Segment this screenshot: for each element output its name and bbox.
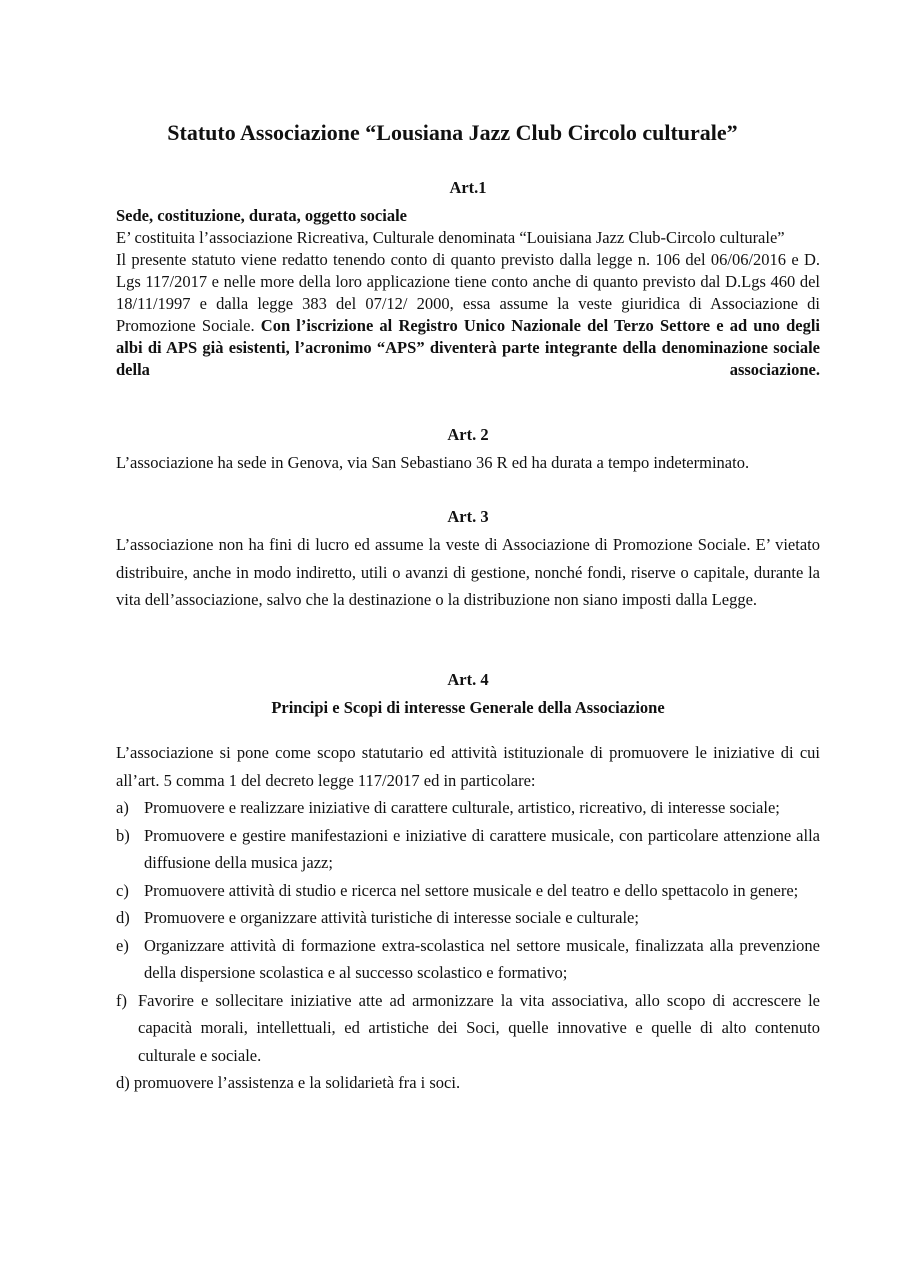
article-4-intro: L’associazione si pone come scopo statutario ed attività istituzionale di promuovere le iniziative di cui all’art. 5 comma 1 del decreto legge 117/2017 ed in particolare: [116, 743, 820, 790]
article-1-subheading: Sede, costituzione, durata, oggetto sociale [116, 206, 407, 225]
list-item-text: Promuovere attività di studio e ricerca nel settore musicale e del teatro e dello spettacolo in genere; [144, 880, 799, 900]
article-1-body [116, 205, 820, 381]
article-2-text: L’associazione ha sede in Genova, via San Sebastiano 36 R ed ha durata a tempo indeterminato. [116, 453, 750, 472]
article-2-heading: Art. 2 [447, 425, 489, 444]
list-item-letter: c) [116, 880, 129, 900]
article-4 [116, 669, 820, 719]
document-title: Statuto Associazione “Lousiana Jazz Club Circolo culturale” [167, 120, 738, 145]
list-item [116, 932, 820, 987]
article-1 [116, 177, 820, 199]
purposes-list [116, 794, 820, 1069]
list-item-text: Promuovere e gestire manifestazioni e iniziative di carattere musicale, con particolare attenzione alla diffusione della musica jazz; [144, 825, 820, 872]
article-4-body [116, 739, 820, 1097]
list-item-text: Favorire e sollecitare iniziative atte ad armonizzare la vita associativa, allo scopo di accrescere le capacità morali, intellettuali, ed artistiche dei Soci, quelle innovative e quelle di alto contenuto culturale e sociale. [138, 990, 820, 1065]
article-1-paragraph-2 [116, 249, 820, 381]
list-item-letter: a) [116, 798, 129, 817]
article-3-text: L’associazione non ha fini di lucro ed assume la veste di Associazione di Promozione Sociale. E’ vietato distribuire, anche in modo indiretto, utili o avanzi di gestione, nonché fondi, riserve o capitale, durante la vita dell’associazione, salvo che la destinazione o la distribuzione non siano imposti dalla Legge. [116, 535, 820, 609]
list-item-letter: f) [116, 990, 127, 1010]
article-1-aps-note: Con l’iscrizione al Registro Unico Nazionale del Terzo Settore e ad uno degli albi di APS già esistenti, l’acronimo “APS” diventerà parte integrante della denominazione sociale della associazione. [116, 316, 820, 379]
article-4-subheading: Principi e Scopi di interesse Generale della Associazione [271, 698, 665, 717]
article-1-paragraph-1: E’ costituita l’associazione Ricreativa, Culturale denominata “Louisiana Jazz Club-Circolo culturale” [116, 228, 785, 247]
article-4-last-item: d) promuovere l’assistenza e la solidarietà fra i soci. [116, 1073, 461, 1092]
list-item [116, 987, 820, 1070]
article-3 [116, 506, 820, 614]
list-item [116, 904, 820, 932]
list-item-letter: d) [116, 908, 130, 927]
list-item-text: Promuovere e realizzare iniziative di carattere culturale, artistico, ricreativo, di interesse sociale; [144, 798, 780, 817]
article-1-paragraph-2-text: Il presente statuto viene redatto tenendo conto di quanto previsto dalla legge n. 106 del 06/06/2016 e D. Lgs 117/2017 e nelle more della loro applicazione tiene conto anche di quanto previsto dal D.Lgs 460 del 18/11/1997 e dalla legge 383 del 07/12/ 2000, essa assume la veste giuridica di Associazione di Promozione Sociale. [116, 250, 820, 335]
list-item-text: Organizzare attività di formazione extra-scolastica nel settore musicale, finalizzata alla prevenzione della dispersione scolastica e al successo scolastico e formativo; [144, 935, 820, 982]
list-item [116, 877, 820, 905]
article-3-heading: Art. 3 [447, 507, 489, 526]
list-item-letter: b) [116, 825, 130, 845]
list-item [116, 822, 820, 877]
article-1-heading: Art.1 [449, 178, 487, 197]
article-2 [116, 424, 820, 474]
list-item-letter: e) [116, 935, 129, 955]
article-4-heading: Art. 4 [447, 670, 489, 689]
list-item-text: Promuovere e organizzare attività turistiche di interesse sociale e culturale; [144, 908, 639, 927]
list-item [116, 794, 820, 822]
